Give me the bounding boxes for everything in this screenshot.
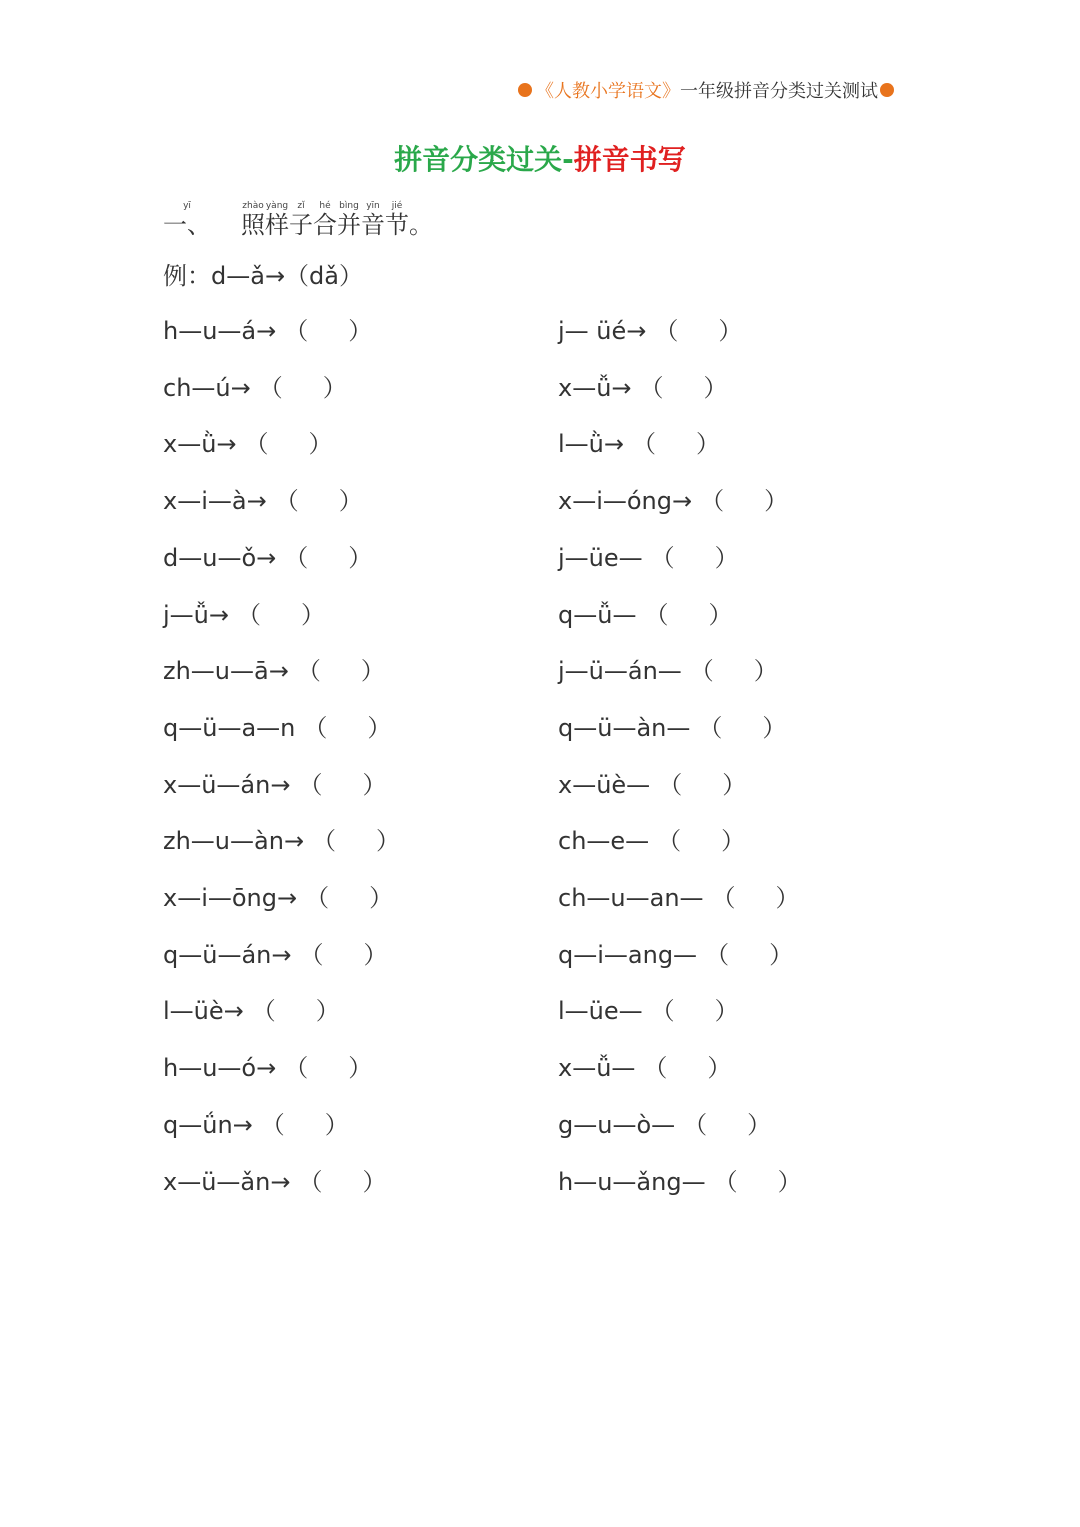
answer-blank[interactable]: （ ） [657, 827, 746, 856]
page-title [0, 138, 1080, 178]
exercise-text: j—üe— [558, 543, 643, 572]
exercise-text: x—üè— [558, 770, 651, 799]
answer-blank[interactable]: （ ） [296, 657, 385, 686]
exercise-row-left [163, 991, 340, 1027]
exercise-row-left [163, 311, 372, 347]
exercise-row-left [163, 651, 385, 687]
answer-blank[interactable]: （ ） [284, 1054, 373, 1083]
exercise-text: x—ǚ→ [558, 373, 632, 402]
exercise-text: q—ü—àn— [558, 713, 691, 742]
orange-dot-icon [880, 83, 894, 97]
exercise-row-right [558, 1048, 731, 1084]
exercise-row-right [558, 935, 793, 971]
exercise-text: x—ǚ— [558, 1054, 636, 1083]
pinyin-char: 音yīn [361, 201, 385, 239]
answer-blank[interactable]: （ ） [305, 884, 394, 912]
title-red: 拼音书写 [573, 143, 686, 176]
exercise-text: l—ǜ→ [558, 430, 624, 459]
exercise-row-right [558, 368, 728, 404]
answer-blank[interactable]: （ ） [658, 770, 747, 799]
exercise-text: q—ǚ— [558, 600, 637, 629]
exercise-text: l—üè→ [163, 997, 244, 1026]
answer-blank[interactable]: （ ） [237, 600, 325, 629]
pinyin-char: 合hé [313, 201, 337, 239]
answer-blank[interactable]: （ ） [689, 657, 778, 686]
answer-blank[interactable]: （ ） [284, 317, 373, 345]
answer-blank[interactable]: （ ） [683, 1110, 772, 1139]
exercise-row-left [163, 765, 386, 801]
exercise-row-right [558, 538, 739, 574]
exercise-row-right [558, 651, 778, 687]
exercise-text: zh—u—ā→ [163, 657, 289, 686]
exercise-text: zh—u—àn→ [163, 827, 305, 856]
orange-dot-icon [518, 83, 532, 97]
exercise-text: j—ü—án— [558, 657, 682, 686]
exercise-text: q—ü—a—n [163, 713, 296, 742]
answer-blank[interactable]: （ ） [711, 884, 800, 912]
exercise-row-right [558, 991, 739, 1027]
answer-blank[interactable]: （ ） [698, 713, 787, 742]
exercise-row-right [558, 1162, 802, 1198]
exercise-row-left [163, 935, 387, 971]
answer-blank[interactable]: （ ） [632, 430, 720, 459]
exercise-row-left [163, 1162, 386, 1198]
exercise-text: ch—ú→ [163, 373, 251, 402]
section-heading [163, 196, 433, 240]
answer-blank[interactable]: （ ） [700, 487, 789, 516]
example-text: d—ǎ→（dǎ） [211, 262, 363, 290]
answer-blank[interactable]: （ ） [713, 1167, 802, 1196]
header-series: 《人教小学语文》 [536, 81, 680, 102]
exercise-text: j—ǚ→ [163, 600, 229, 629]
answer-blank[interactable]: （ ） [650, 543, 739, 572]
exercise-text: ch—e— [558, 827, 650, 856]
exercise-row-left [163, 424, 333, 460]
exercise-text: q—ǘn→ [163, 1110, 253, 1139]
exercise-row-right [558, 1105, 771, 1141]
answer-blank[interactable]: （ ） [298, 1167, 387, 1196]
answer-blank[interactable]: （ ） [312, 827, 401, 856]
exercise-row-left [163, 1105, 349, 1141]
answer-blank[interactable]: （ ） [639, 373, 728, 402]
section-instruction [241, 201, 433, 240]
title-green: 拼音分类过关- [394, 143, 574, 176]
exercise-row-right [558, 311, 742, 347]
exercise-row-left [163, 878, 393, 914]
answer-blank[interactable]: （ ） [298, 770, 387, 799]
exercise-row-left [163, 368, 347, 404]
exercise-text: x—i—ōng→ [163, 884, 298, 912]
answer-blank[interactable]: （ ） [644, 600, 733, 629]
answer-blank[interactable]: （ ） [244, 430, 333, 459]
exercise-text: h—u—ǎng— [558, 1167, 706, 1196]
pinyin-char: 并bìng [337, 201, 361, 239]
example-line [163, 256, 363, 291]
exercise-text: q—ü—án→ [163, 940, 292, 969]
exercise-text: x—ü—án→ [163, 770, 291, 799]
pinyin-char: 子zǐ [289, 201, 313, 239]
exercise-text: x—ǜ→ [163, 430, 237, 459]
exercise-row-left [163, 538, 372, 574]
exercise-text: x—i—óng→ [558, 487, 693, 516]
answer-blank[interactable]: （ ） [303, 713, 392, 742]
exercise-row-right [558, 708, 786, 744]
section-number: 一、yī [163, 201, 211, 239]
exercise-text: d—u—ǒ→ [163, 543, 277, 572]
answer-blank[interactable]: （ ） [650, 997, 739, 1026]
exercise-text: l—üe— [558, 997, 643, 1026]
exercise-text: x—i—à→ [163, 487, 267, 516]
exercise-row-left [163, 821, 400, 857]
answer-blank[interactable]: （ ） [284, 543, 373, 572]
exercise-text: q—i—ang— [558, 940, 698, 969]
answer-blank[interactable]: （ ） [251, 997, 340, 1026]
exercise-row-left [163, 481, 363, 517]
exercise-row-right [558, 481, 788, 517]
exercise-text: x—ü—ǎn→ [163, 1167, 291, 1196]
answer-blank[interactable]: （ ） [274, 487, 363, 516]
example-label: 例： [163, 262, 211, 290]
header-subtitle: 一年级拼音分类过关测试 [680, 81, 878, 102]
exercise-row-right [558, 424, 720, 460]
exercise-text: g—u—ò— [558, 1110, 676, 1139]
pinyin-char: 样yàng [265, 201, 289, 239]
exercise-row-right [558, 821, 745, 857]
exercise-row-left [163, 708, 391, 744]
answer-blank[interactable]: （ ） [299, 940, 388, 969]
exercise-row-left [163, 595, 325, 631]
page-header [518, 76, 894, 104]
answer-blank[interactable]: （ ） [705, 940, 794, 969]
exercise-row-right [558, 765, 746, 801]
exercise-text: h—u—ó→ [163, 1054, 277, 1083]
answer-blank[interactable]: （ ） [260, 1110, 349, 1139]
exercise-text: ch—u—an— [558, 884, 704, 912]
pinyin-char: 照zhào [241, 201, 265, 239]
exercise-row-left [163, 1048, 372, 1084]
exercise-row-right [558, 595, 732, 631]
answer-blank[interactable]: （ ） [643, 1054, 732, 1083]
pinyin-char: 节jié [385, 201, 409, 239]
answer-blank[interactable]: （ ） [258, 373, 347, 402]
exercise-text: j— üé→ [558, 317, 647, 345]
section-period: 。 [409, 211, 433, 239]
exercise-row-right [558, 878, 800, 914]
exercise-text: h—u—á→ [163, 317, 277, 345]
answer-blank[interactable]: （ ） [654, 317, 743, 345]
